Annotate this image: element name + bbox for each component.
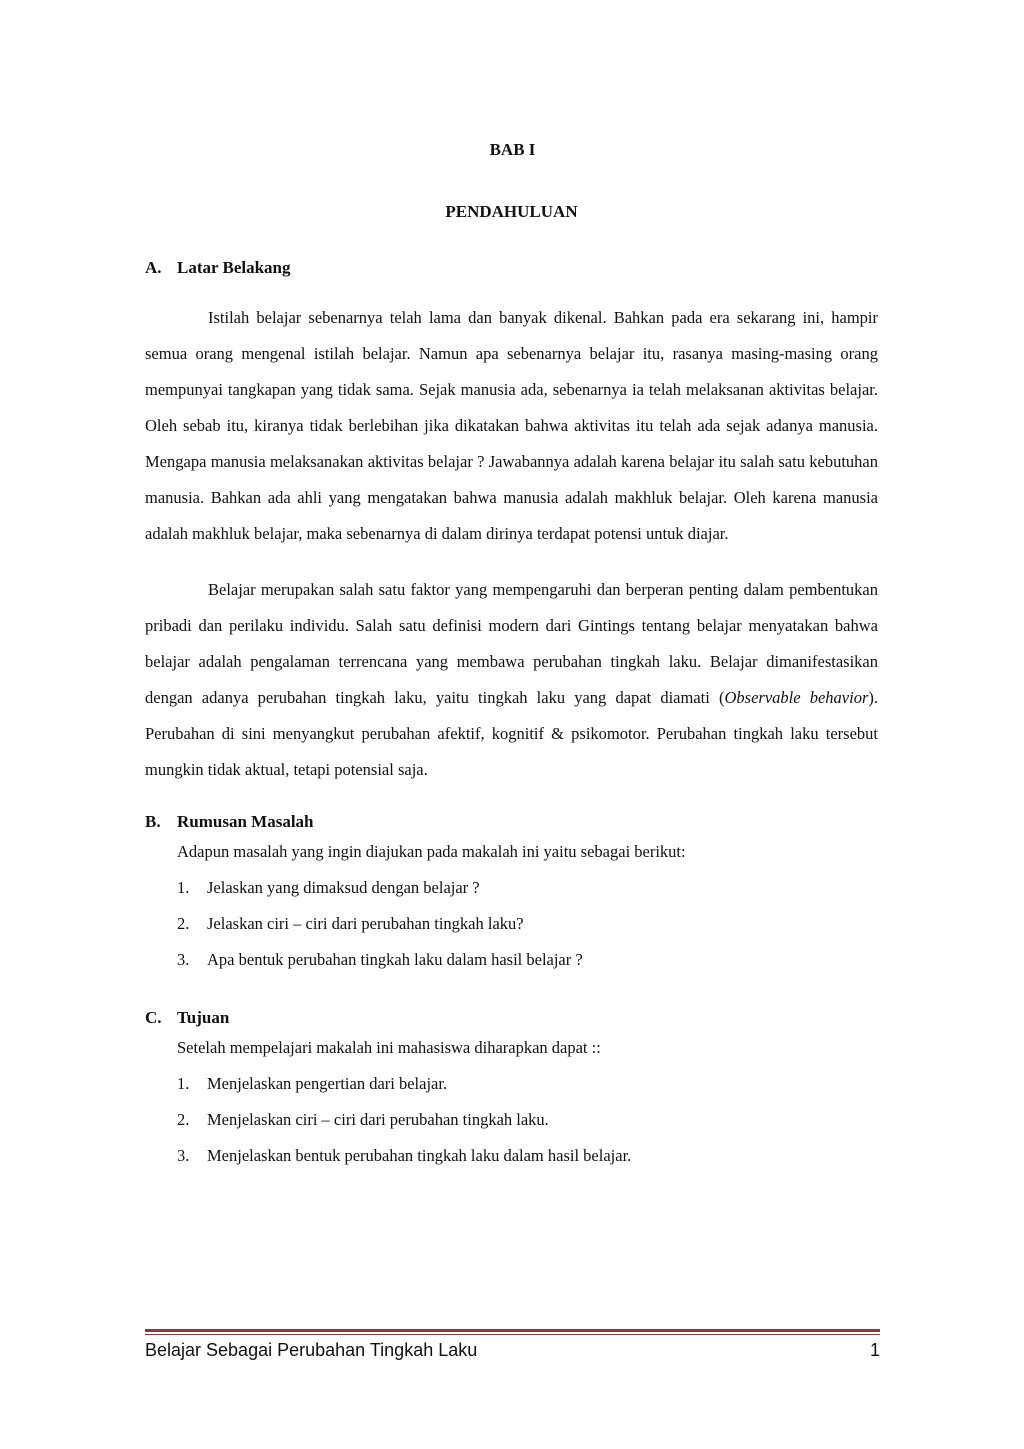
list-item-number: 1. — [177, 878, 190, 897]
list-item — [177, 942, 878, 978]
page-footer — [145, 1340, 880, 1361]
list-item-number: 1. — [177, 1074, 190, 1093]
footer-divider-thick-line — [145, 1329, 880, 1332]
list-item-number: 3. — [177, 950, 190, 969]
list-item — [177, 1066, 878, 1102]
section-a-heading — [145, 258, 878, 278]
background-paragraph-2 — [145, 572, 878, 788]
goal-list — [145, 1066, 878, 1174]
section-a-letter: A. — [145, 258, 162, 277]
list-item-text: Menjelaskan pengertian dari belajar. — [207, 1074, 448, 1093]
section-c-intro: Setelah mempelajari makalah ini mahasiswa diharapkan dapat :: — [177, 1038, 601, 1057]
list-item-text: Jelaskan ciri – ciri dari perubahan tingkah laku? — [207, 914, 524, 933]
section-b-intro: Adapun masalah yang ingin diajukan pada makalah ini yaitu sebagai berikut: — [177, 842, 686, 861]
list-item — [177, 1138, 878, 1174]
section-c-letter: C. — [145, 1008, 162, 1027]
list-item — [177, 1102, 878, 1138]
chapter-number: BAB I — [489, 140, 536, 159]
paragraph-2-text-end: ). Perubahan di sini menyangkut perubahan afektif, kognitif & psikomotor. Perubahan tingkah laku tersebut mungkin tidak aktual, tetapi potensial saja. — [145, 688, 878, 779]
list-item — [177, 906, 878, 942]
list-item — [177, 870, 878, 906]
section-b-letter: B. — [145, 812, 161, 831]
page-number: 1 — [869, 1340, 880, 1360]
list-item-number: 2. — [177, 914, 190, 933]
paragraph-2-italic-term: Observable behavior — [724, 688, 869, 707]
list-item-text: Jelaskan yang dimaksud dengan belajar ? — [207, 878, 480, 897]
footer-divider — [145, 1329, 880, 1335]
list-item-text: Menjelaskan bentuk perubahan tingkah laku dalam hasil belajar. — [207, 1146, 632, 1165]
list-item-text: Menjelaskan ciri – ciri dari perubahan tingkah laku. — [207, 1110, 549, 1129]
problem-list — [145, 870, 878, 978]
page-content — [145, 140, 878, 1174]
footer-title: Belajar Sebagai Perubahan Tingkah Laku — [145, 1340, 478, 1360]
list-item-number: 3. — [177, 1146, 190, 1165]
background-paragraph-1: Istilah belajar sebenarnya telah lama dan banyak dikenal. Bahkan pada era sekarang ini, hampir semua orang mengenal istilah belajar. Namun apa sebenarnya belajar itu, rasanya masing-masing orang mempunyai tangkapan yang tidak sama. Sejak manusia ada, sebenarnya ia telah melaksanan aktivitas belajar. Oleh sebab itu, kiranya tidak berlebihan jika dikatakan bahwa aktivitas itu telah ada sejak adanya manusia. Mengapa manusia melaksanakan aktivitas belajar ? Jawabannya adalah karena belajar itu salah satu kebutuhan manusia. Bahkan ada ahli yang mengatakan bahwa manusia adalah makhluk belajar. Oleh karena manusia adalah makhluk belajar, maka sebenarnya di dalam dirinya terdapat potensi untuk diajar. — [145, 308, 878, 543]
section-a-title: Latar Belakang — [177, 258, 291, 277]
section-b-title: Rumusan Masalah — [177, 812, 314, 831]
section-c-heading — [145, 1008, 878, 1028]
chapter-title: PENDAHULUAN — [445, 202, 578, 221]
section-b-heading — [145, 812, 878, 832]
paragraph-2-text-start: Belajar merupakan salah satu faktor yang mempengaruhi dan berperan penting dalam pembentukan pribadi dan perilaku individu. Salah satu definisi modern dari Gintings tentang belajar menyatakan bahwa belajar adalah pengalaman terrencana yang membawa perubahan tingkah laku. Belajar dimanifestasikan dengan adanya perubahan tingkah laku, yaitu tingkah laku yang dapat diamati ( — [145, 580, 878, 707]
list-item-text: Apa bentuk perubahan tingkah laku dalam hasil belajar ? — [207, 950, 583, 969]
section-c-title: Tujuan — [177, 1008, 230, 1027]
footer-divider-thin-line — [145, 1334, 880, 1335]
list-item-number: 2. — [177, 1110, 190, 1129]
